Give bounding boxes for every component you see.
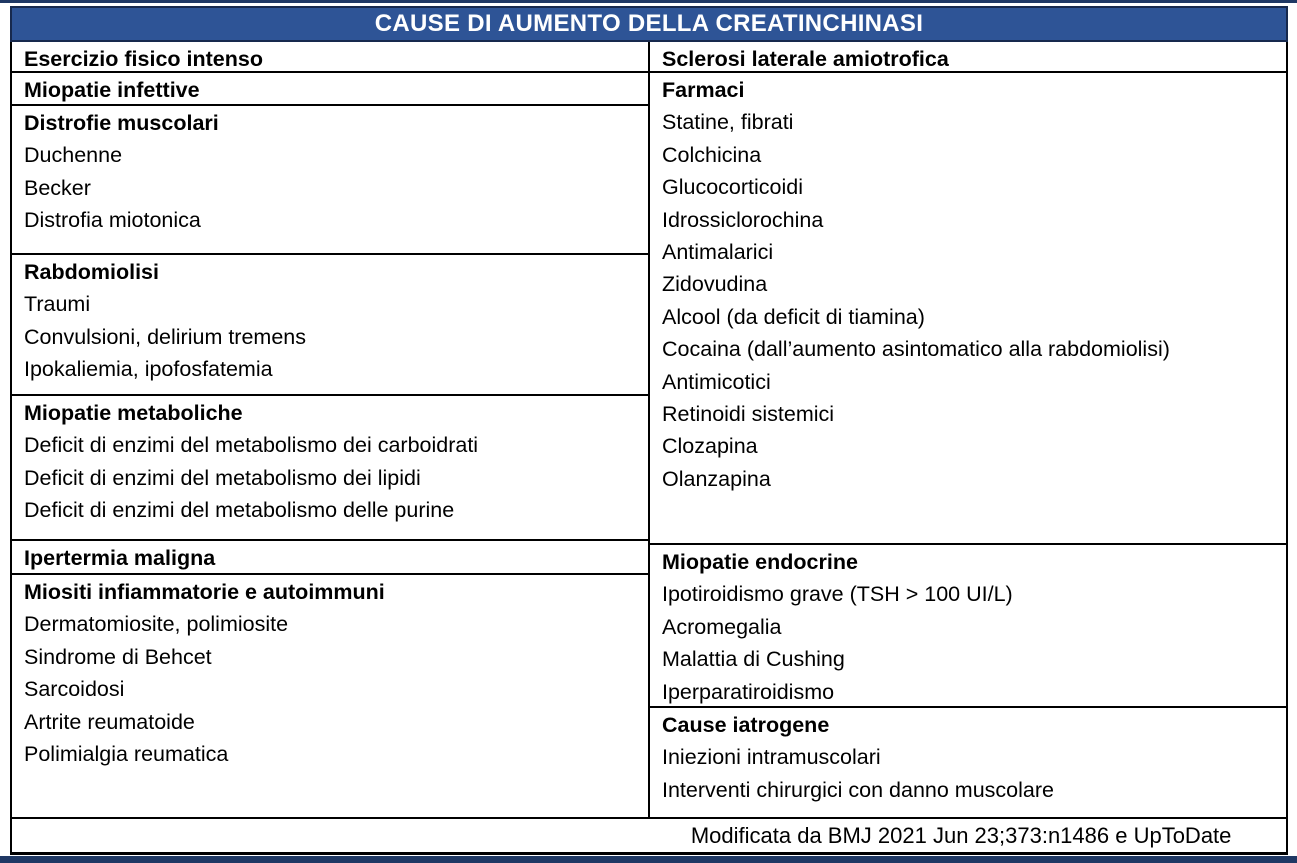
left-column — [12, 42, 650, 817]
cell-heading: Esercizio fisico intenso — [24, 47, 263, 71]
cell-item: Olanzapina — [662, 466, 771, 491]
cell-item: Sarcoidosi — [24, 677, 125, 702]
cell-item: Antimicotici — [662, 369, 771, 394]
cell-item: Traumi — [24, 292, 91, 317]
cell-item: Artrite reumatoide — [24, 709, 195, 734]
cell-miopatie-endocrine — [650, 545, 1286, 708]
page-title: CAUSE DI AUMENTO DELLA CREATINCHINASI — [374, 10, 924, 37]
cell-distrofie-muscolari — [12, 106, 648, 255]
cell-item: Convulsioni, delirium tremens — [24, 324, 306, 349]
cell-heading: Farmaci — [662, 78, 745, 102]
cell-item: Deficit di enzimi del metabolismo delle purine — [24, 498, 455, 523]
cell-item: Colchicina — [662, 142, 762, 167]
cell-heading: Distrofie muscolari — [24, 111, 219, 135]
cell-heading: Miositi infiammatorie e autoimmuni — [24, 580, 385, 604]
cell-item: Cocaina (dall’aumento asintomatico alla rabdomiolisi) — [662, 337, 1170, 362]
cell-heading: Rabdomiolisi — [24, 260, 159, 284]
cell-heading: Miopatie metaboliche — [24, 401, 243, 425]
cell-item: Glucocorticoidi — [662, 175, 803, 200]
cell-item: Retinoidi sistemici — [662, 402, 835, 427]
cell-item: Clozapina — [662, 434, 758, 459]
cell-item: Iniezioni intramuscolari — [662, 745, 881, 770]
cell-item: Ipokaliemia, ipofosfatemia — [24, 357, 273, 382]
cell-item: Deficit di enzimi del metabolismo dei carboidrati — [24, 433, 479, 458]
cell-heading: Miopatie endocrine — [662, 550, 858, 574]
cell-item: Zidovudina — [662, 272, 768, 297]
cell-item: Duchenne — [24, 143, 123, 168]
cell-esercizio-fisico-intenso — [12, 42, 648, 73]
cell-sclerosi-laterale — [650, 42, 1286, 73]
causes-table — [10, 42, 1288, 855]
source-citation: Modificata da BMJ 2021 Jun 23;373:n1486 e UpToDate — [690, 822, 1232, 848]
cell-farmaci — [650, 73, 1286, 545]
cell-ipertermia-maligna — [12, 541, 648, 575]
cell-item: Polimialgia reumatica — [24, 742, 229, 767]
cell-item: Idrossiclorochina — [662, 207, 824, 232]
cell-cause-iatrogene — [650, 708, 1286, 817]
cell-item: Acromegalia — [662, 614, 782, 639]
cell-miopatie-metaboliche — [12, 396, 648, 541]
table-title-bar — [10, 6, 1288, 42]
table-body — [12, 42, 1286, 817]
cell-item: Dermatomiosite, polimiosite — [24, 612, 289, 637]
cell-item: Interventi chirurgici con danno muscolare — [662, 777, 1054, 802]
cell-item: Antimalarici — [662, 240, 774, 265]
table-footer — [12, 817, 1286, 852]
top-border-strip — [0, 0, 1297, 3]
cell-item: Iperparatiroidismo — [662, 679, 835, 704]
cell-heading: Miopatie infettive — [24, 78, 200, 102]
cell-item: Alcool (da deficit di tiamina) — [662, 304, 925, 329]
cell-miopatie-infettive — [12, 73, 648, 106]
cell-item: Statine, fibrati — [662, 110, 794, 135]
cell-item: Ipotiroidismo grave (TSH > 100 UI/L) — [662, 582, 1013, 607]
cell-heading: Cause iatrogene — [662, 713, 830, 737]
cell-item: Becker — [24, 175, 91, 200]
cell-item: Malattia di Cushing — [662, 647, 845, 672]
cell-heading: Sclerosi laterale amiotrofica — [662, 47, 949, 71]
cell-item: Sindrome di Behcet — [24, 644, 212, 669]
cell-heading: Ipertermia maligna — [24, 546, 216, 570]
right-column — [650, 42, 1286, 817]
cell-item: Distrofia miotonica — [24, 208, 201, 233]
cell-item: Deficit di enzimi del metabolismo dei lipidi — [24, 465, 421, 490]
bottom-border-strip — [0, 856, 1297, 863]
cell-rabdomiolisi — [12, 255, 648, 396]
cell-miositi-infiammatorie — [12, 575, 648, 817]
